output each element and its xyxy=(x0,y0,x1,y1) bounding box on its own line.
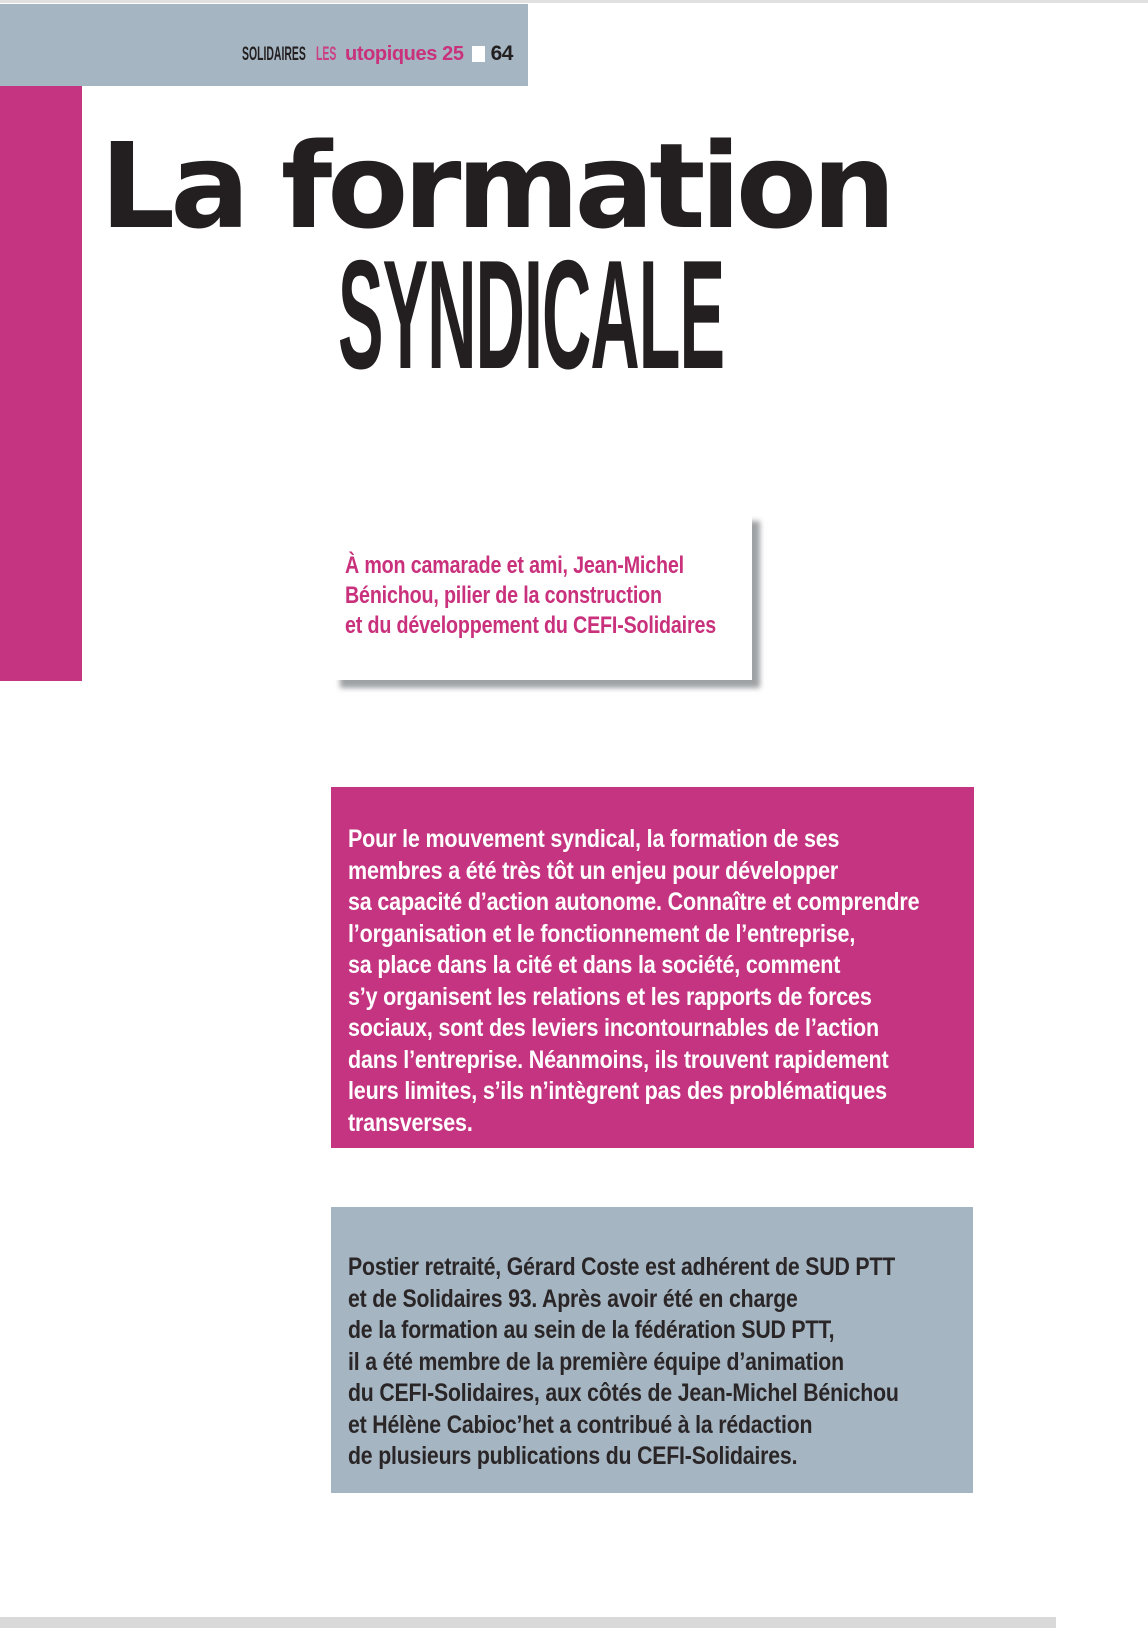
page-top-edge xyxy=(0,0,1148,3)
author-bio-line: et Hélène Cabioc’het a contribué à la rédaction xyxy=(348,1410,813,1439)
header-masthead xyxy=(242,42,513,66)
separator-square xyxy=(472,46,485,62)
intro-line: l’organisation et le fonctionnement de l’entreprise, xyxy=(348,919,856,948)
author-bio-text xyxy=(348,1252,899,1473)
intro-box xyxy=(331,787,974,1148)
intro-line: Pour le mouvement syndical, la formation de ses xyxy=(348,825,840,853)
author-bio-line: il a été membre de la première équipe d’animation xyxy=(348,1347,844,1376)
dedication-text xyxy=(345,551,717,641)
intro-text xyxy=(348,824,920,1139)
intro-line: membres a été très tôt un enjeu pour développer xyxy=(348,856,839,885)
author-bio-box xyxy=(331,1207,973,1493)
intro-line: s’y organisent les relations et les rapports de forces xyxy=(348,982,872,1011)
masthead-solidaires-label: SOLIDAIRES xyxy=(242,44,306,65)
author-bio-line: de la formation au sein de la fédération SUD PTT, xyxy=(348,1316,835,1344)
dedication-line: À mon camarade et ami, Jean-Michel xyxy=(345,552,684,579)
page-number: 64 xyxy=(490,42,513,65)
masthead-les xyxy=(316,44,337,66)
intro-line: transverses. xyxy=(348,1108,473,1137)
masthead-solidaires xyxy=(242,44,309,66)
author-bio-line: Postier retraité, Gérard Coste est adhérent de SUD PTT xyxy=(348,1253,896,1281)
page-bottom-edge xyxy=(0,1617,1056,1628)
author-bio-line: de plusieurs publications du CEFI-Solidaires. xyxy=(348,1442,798,1470)
author-bio-line: du CEFI-Solidaires, aux côtés de Jean-Michel Bénichou xyxy=(348,1379,899,1407)
header-bar xyxy=(0,4,528,86)
left-accent-bar xyxy=(0,86,82,681)
dedication-card xyxy=(332,513,752,680)
article-title-line2: SYNDICALE xyxy=(338,228,725,401)
author-bio-line: et de Solidaires 93. Après avoir été en charge xyxy=(348,1284,798,1313)
masthead-les-label: LES xyxy=(316,44,337,65)
intro-line: leurs limites, s’ils n’intègrent pas des problématiques xyxy=(348,1077,887,1105)
intro-line: dans l’entreprise. Néanmoins, ils trouvent rapidement xyxy=(348,1045,889,1074)
dedication-line: et du développement du CEFI-Solidaires xyxy=(345,612,717,639)
dedication-line: Bénichou, pilier de la construction xyxy=(345,582,662,609)
masthead-utopiques: utopiques 25 xyxy=(345,43,464,65)
article-title-line1: La formation xyxy=(100,117,892,255)
intro-line: sa capacité d’action autonome. Connaître et comprendre xyxy=(348,888,920,916)
intro-line: sociaux, sont des leviers incontournables de l’action xyxy=(348,1014,879,1042)
intro-line: sa place dans la cité et dans la société, comment xyxy=(348,951,841,979)
